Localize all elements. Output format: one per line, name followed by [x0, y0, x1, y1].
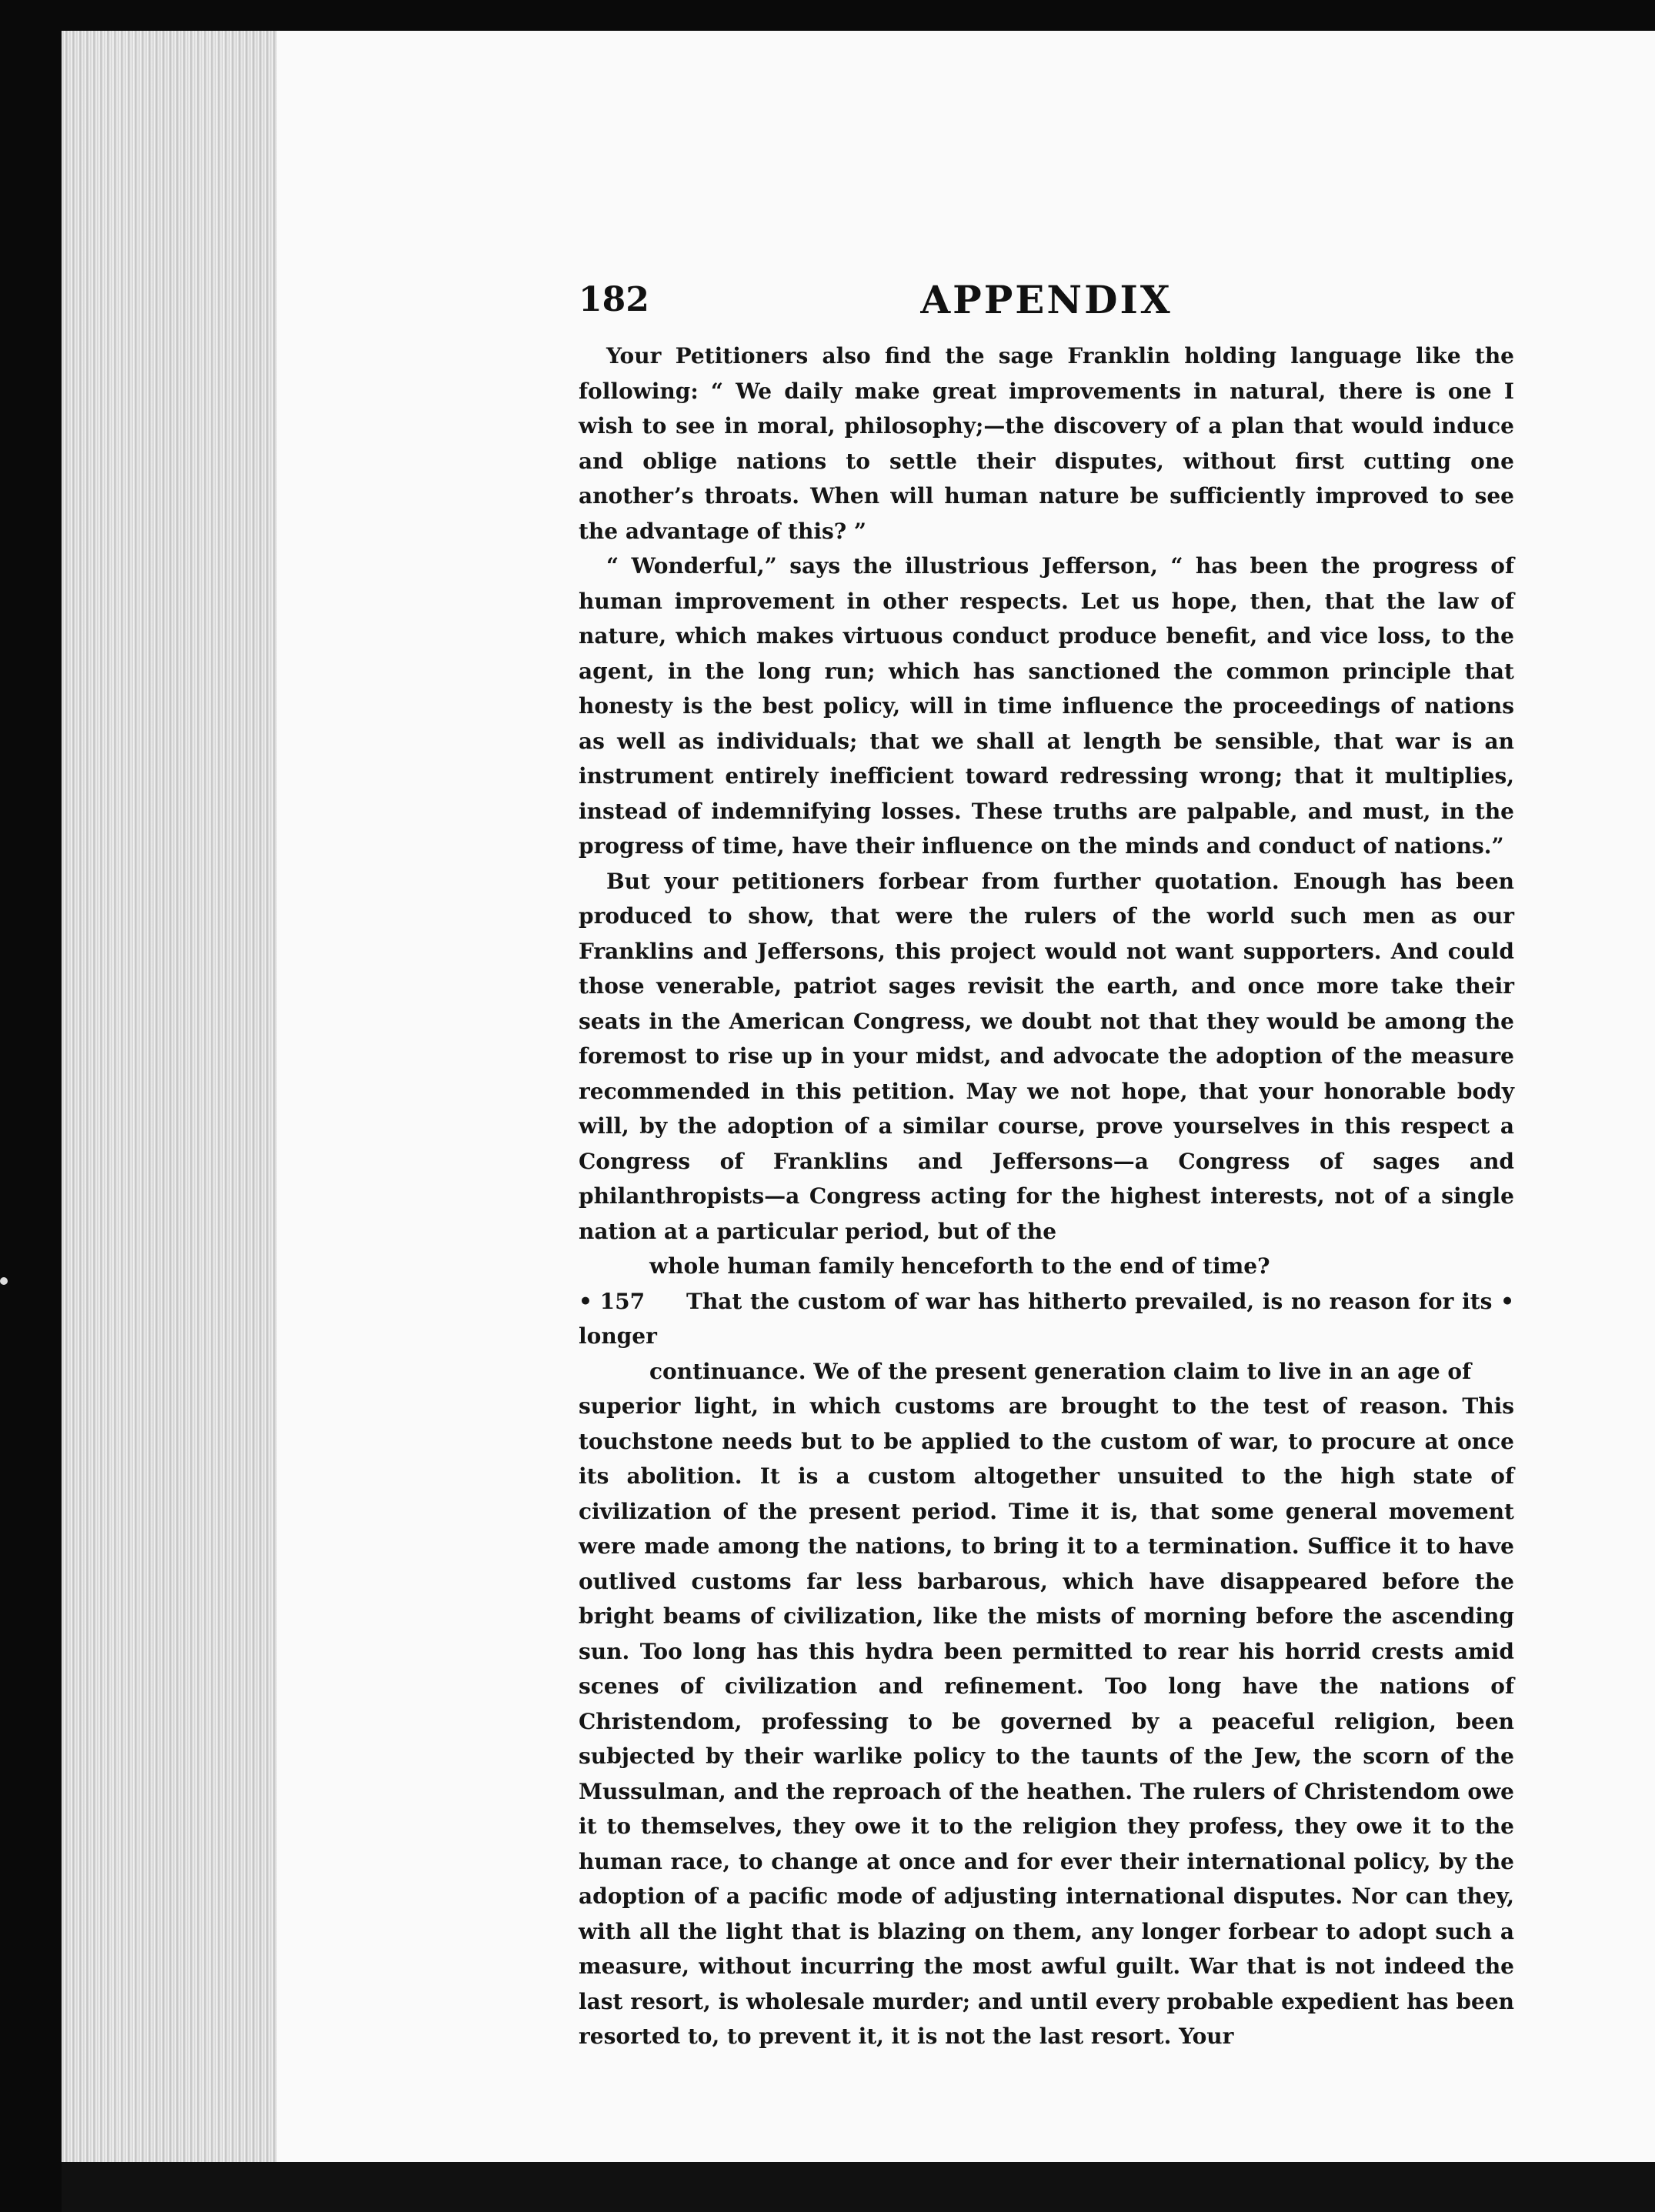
paragraph-franklin: Your Petitioners also find the sage Franklin holding language like the following: “ We daily make great improvements in natural, there is one I wish to see in moral, philosophy;—the discovery of a plan that would induce and oblige nations to settle their disputes, without first cutting one another’s throats. When will human nature be sufficiently improved to see the advantage of this? ” — [579, 343, 1514, 544]
body-text — [579, 339, 1514, 2054]
paragraph-continuation: whole human family henceforth to the end of time? — [649, 1253, 1270, 1279]
item-second-line: continuance. We of the present generation claim to live in an age of — [649, 1358, 1472, 1384]
running-head — [579, 277, 1514, 339]
item-body: superior light, in which customs are brought to the test of reason. This touchstone needs but to be applied to the custom of war, to procure at once its abolition. It is a custom altogether unsuited to the high state of civilization of the present period. Time it is, that some general movement were made among the nations, to bring it to a termination. Suffice it to have outlived customs far less barbarous, which have disappeared before the bright beams of civilization, like the mists of morning before the ascending sun. Too long has this hydra been permitted to rear his horrid crests amid scenes of civilization and refinement. Too long have the nations of Christendom, professing to be governed by a peaceful religion, been subjected by their warlike policy to the taunts of the Jew, the scorn of the Mussulman, and the reproach of the heathen. The rulers of Christendom owe it to themselves, they owe it to the religion they profess, they owe it to the human race, to change at once and for ever their international policy, by the adoption of a pacific mode of adjusting international disputes. Nor can they, with all the light that is blazing on them, any longer forbear to adopt such a measure, without incurring the most awful guilt. War that is not indeed the last resort, is wholesale murder; and until every probable expedient has been resorted to, to prevent it, it is not the last resort. Your — [579, 1393, 1514, 2049]
paragraph-petitioners: But your petitioners forbear from further quotation. Enough has been produced to show, that were the rulers of the world such men as our Franklins and Jeffersons, this project would not want supporters. And could those venerable, patriot sages revisit the earth, and once more take their seats in the American Congress, we doubt not that they would be among the foremost to rise up in your midst, and advocate the adoption of the measure recommended in this petition. May we not hope, that your honorable body will, by the adoption of a similar course, prove yourselves in this respect a Congress of Franklins and Jeffersons—a Congress of sages and philanthropists—a Congress acting for the highest interests, not of a single nation at a particular period, but of the — [579, 868, 1514, 1244]
item-marker: • 157 — [579, 1288, 646, 1314]
item-first-line-text: That the custom of war has hitherto prevailed, is no reason for its • longer — [579, 1288, 1514, 1349]
scan-speck — [0, 1277, 8, 1285]
paragraph-jefferson: “ Wonderful,” says the illustrious Jefferson, “ has been the progress of human improvement in other respects. Let us hope, then, that the law of nature, which makes virtuous conduct produce benefit, and vice loss, to the agent, in the long run; which has sanctioned the common principle that honesty is the best policy, will in time influence the proceedings of nations as well as individuals; that we shall at length be sensible, that war is an instrument entirely inefficient toward redressing wrong; that it multiplies, instead of indemnifying losses. These truths are palpable, and must, in the progress of time, have their influence on the minds and conduct of nations.” — [579, 553, 1514, 859]
numbered-item-157 — [579, 1284, 1514, 2054]
scan-border — [62, 2162, 1655, 2212]
item-first-line — [579, 1284, 1514, 1354]
page-number: 182 — [579, 280, 649, 319]
section-title: APPENDIX — [920, 277, 1173, 322]
book-page-edges — [62, 31, 292, 2162]
